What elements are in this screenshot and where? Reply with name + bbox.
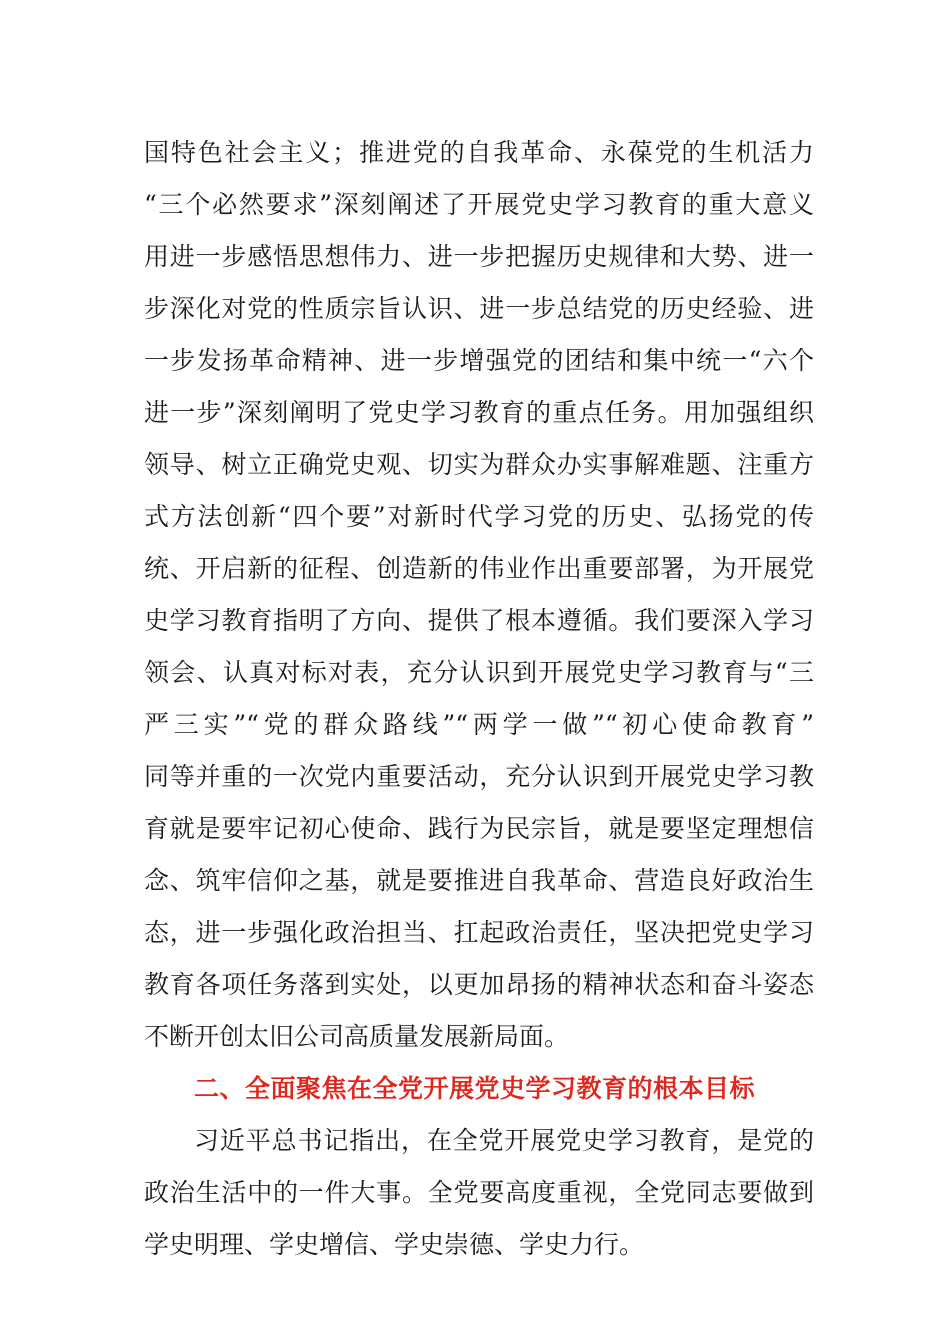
paragraph-line: 严三实”“党的群众路线”“两学一做”“初心使命教育”	[144, 710, 814, 739]
paragraph-line: 教育各项任务落到实处，以更加昂扬的精神状态和奋斗姿态	[144, 970, 814, 999]
paragraph-line: 领会、认真对标对表，充分认识到开展党史学习教育与“三	[144, 658, 814, 687]
paragraph-line: 学史明理、学史增信、学史崇德、学史力行。	[144, 1230, 645, 1259]
paragraph-line: 育就是要牢记初心使命、践行为民宗旨，就是要坚定理想信	[144, 814, 814, 843]
paragraph-line: 步深化对党的性质宗旨认识、进一步总结党的历史经验、进	[144, 294, 814, 323]
document-body	[144, 127, 814, 1271]
paragraph-line: 不断开创太旧公司高质量发展新局面。	[144, 1022, 570, 1051]
paragraph-line: 一步发扬革命精神、进一步增强党的团结和集中统一“六个	[144, 346, 814, 375]
paragraph-line: “三个必然要求”深刻阐述了开展党史学习教育的重大意义	[144, 190, 814, 219]
paragraph-2	[144, 1115, 814, 1271]
paragraph-line: 统、开启新的征程、创造新的伟业作出重要部署，为开展党	[144, 554, 814, 583]
paragraph-line: 用进一步感悟思想伟力、进一步把握历史规律和大势、进一	[144, 242, 814, 271]
paragraph-line: 式方法创新“四个要”对新时代学习党的历史、弘扬党的传	[144, 502, 814, 531]
paragraph-1	[144, 127, 814, 1063]
paragraph-line: 领导、树立正确党史观、切实为群众办实事解难题、注重方	[144, 450, 814, 479]
section-heading: 二、全面聚焦在全党开展党史学习教育的根本目标	[194, 1074, 756, 1103]
paragraph-line: 政治生活中的一件大事。全党要高度重视，全党同志要做到	[144, 1178, 814, 1207]
paragraph-line: 史学习教育指明了方向、提供了根本遵循。我们要深入学习	[144, 606, 814, 635]
paragraph-line: 态，进一步强化政治担当、扛起政治责任，坚决把党史学习	[144, 918, 814, 947]
paragraph-line: 国特色社会主义；推进党的自我革命、永葆党的生机活力	[144, 138, 814, 167]
paragraph-line: 念、筑牢信仰之基，就是要推进自我革命、营造良好政治生	[144, 866, 814, 895]
paragraph-line: 进一步”深刻阐明了党史学习教育的重点任务。用加强组织	[144, 398, 814, 427]
paragraph-line: 同等并重的一次党内重要活动，充分认识到开展党史学习教	[144, 762, 814, 791]
paragraph-line: 习近平总书记指出，在全党开展党史学习教育，是党的	[194, 1126, 814, 1155]
